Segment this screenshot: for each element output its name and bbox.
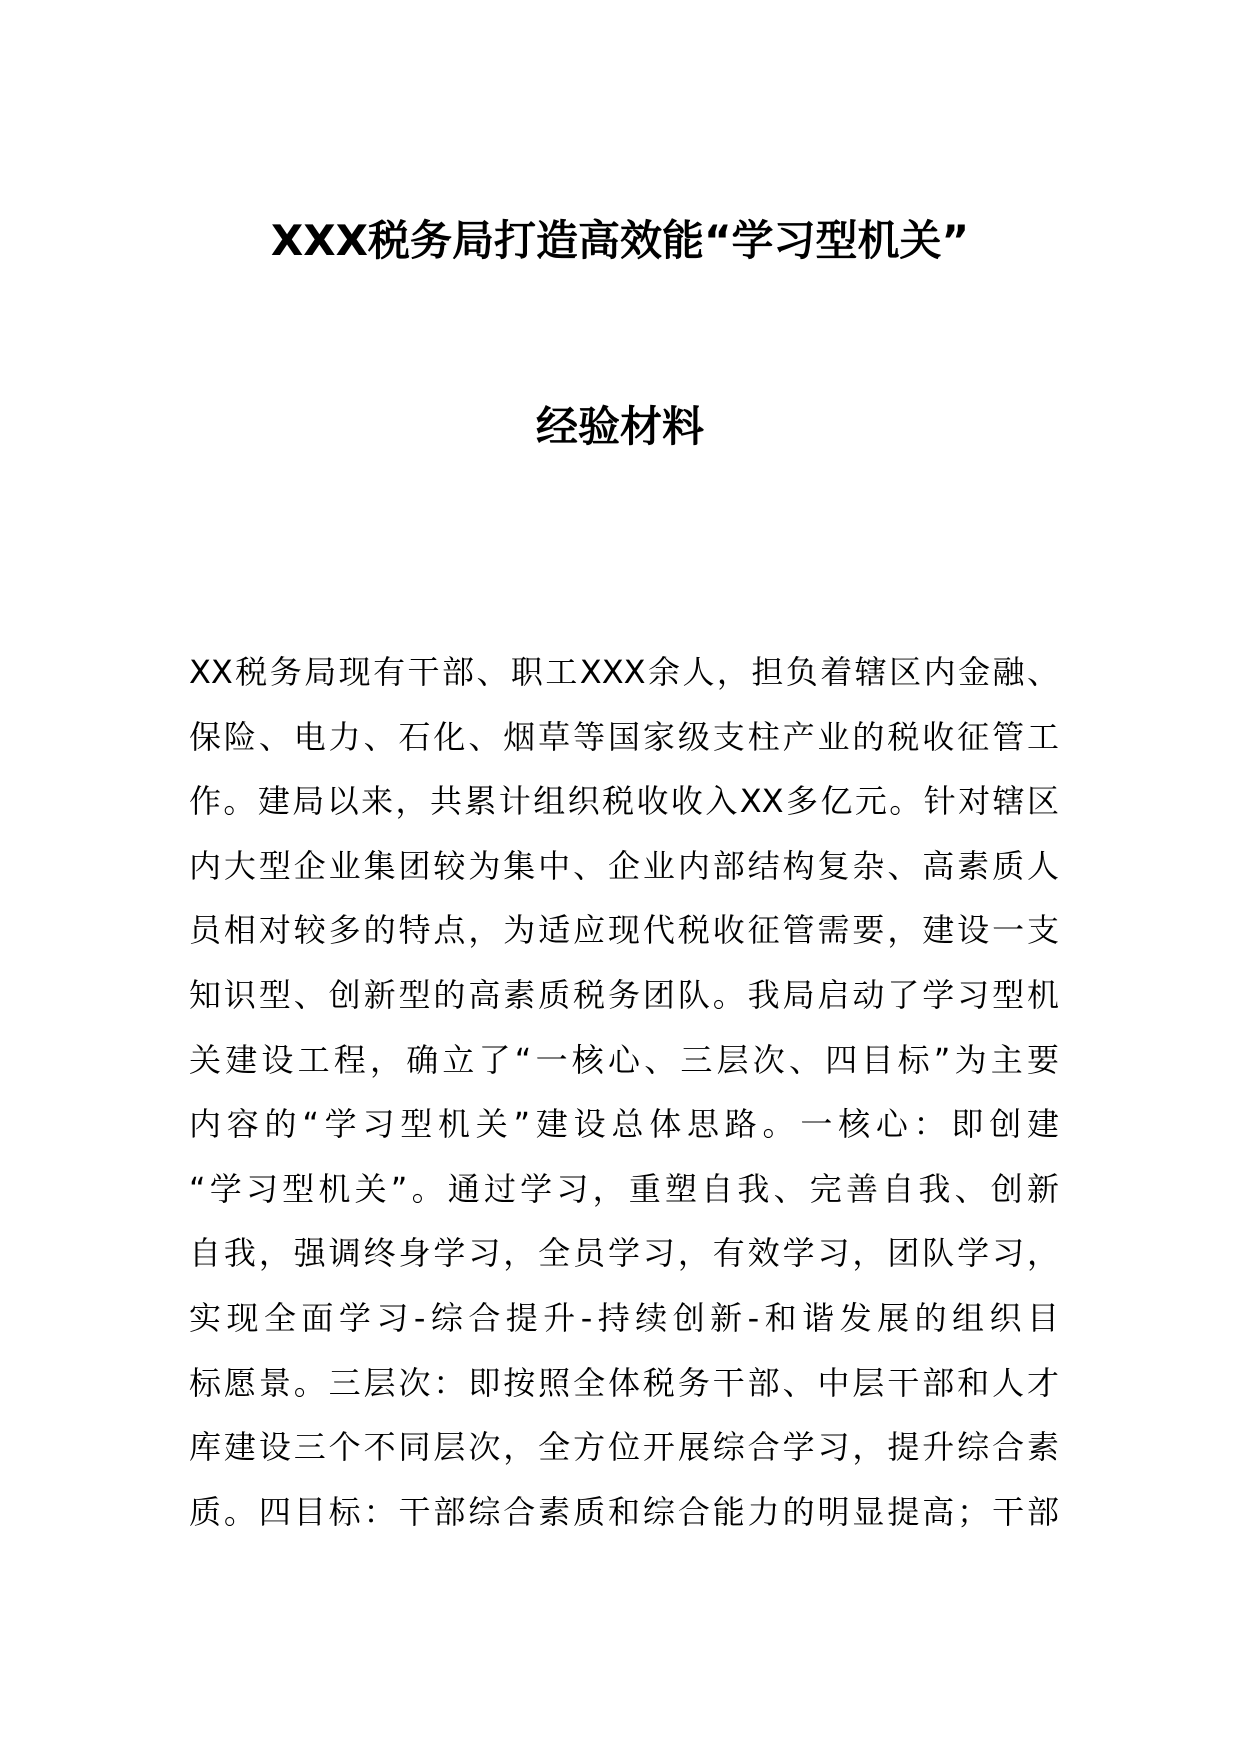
body-line: 库建设三个不同层次，全方位开展综合学习，提升综合素 (189, 1428, 1059, 1467)
body-line: 质。四目标：干部综合素质和综合能力的明显提高；干部 (189, 1492, 1059, 1531)
body-line: 员相对较多的特点，为适应现代税收征管需要，建设一支 (189, 911, 1059, 950)
body-line: 作。建局以来，共累计组织税收收入XX多亿元。针对辖区 (189, 782, 1059, 821)
document-title-line-1: XXX税务局打造高效能“学习型机关” (270, 216, 970, 265)
body-line: 关建设工程，确立了“一核心、三层次、四目标”为主要 (189, 1040, 1059, 1079)
document-title-line-2: 经验材料 (535, 402, 704, 451)
document-body (189, 640, 1059, 1544)
body-line: XX税务局现有干部、职工XXX余人，担负着辖区内金融、 (189, 653, 1059, 691)
body-line: 实现全面学习-综合提升-持续创新-和谐发展的组织目 (189, 1298, 1059, 1337)
body-line: “学习型机关”。通过学习，重塑自我、完善自我、创新 (189, 1169, 1059, 1208)
body-line: 内容的“学习型机关”建设总体思路。一核心：即创建 (189, 1105, 1059, 1144)
body-line: 知识型、创新型的高素质税务团队。我局启动了学习型机 (189, 975, 1059, 1014)
body-line: 内大型企业集团较为集中、企业内部结构复杂、高素质人 (189, 846, 1059, 885)
body-line: 保险、电力、石化、烟草等国家级支柱产业的税收征管工 (189, 717, 1059, 756)
body-line: 自我，强调终身学习，全员学习，有效学习，团队学习， (189, 1234, 1059, 1273)
body-line: 标愿景。三层次：即按照全体税务干部、中层干部和人才 (189, 1363, 1059, 1402)
